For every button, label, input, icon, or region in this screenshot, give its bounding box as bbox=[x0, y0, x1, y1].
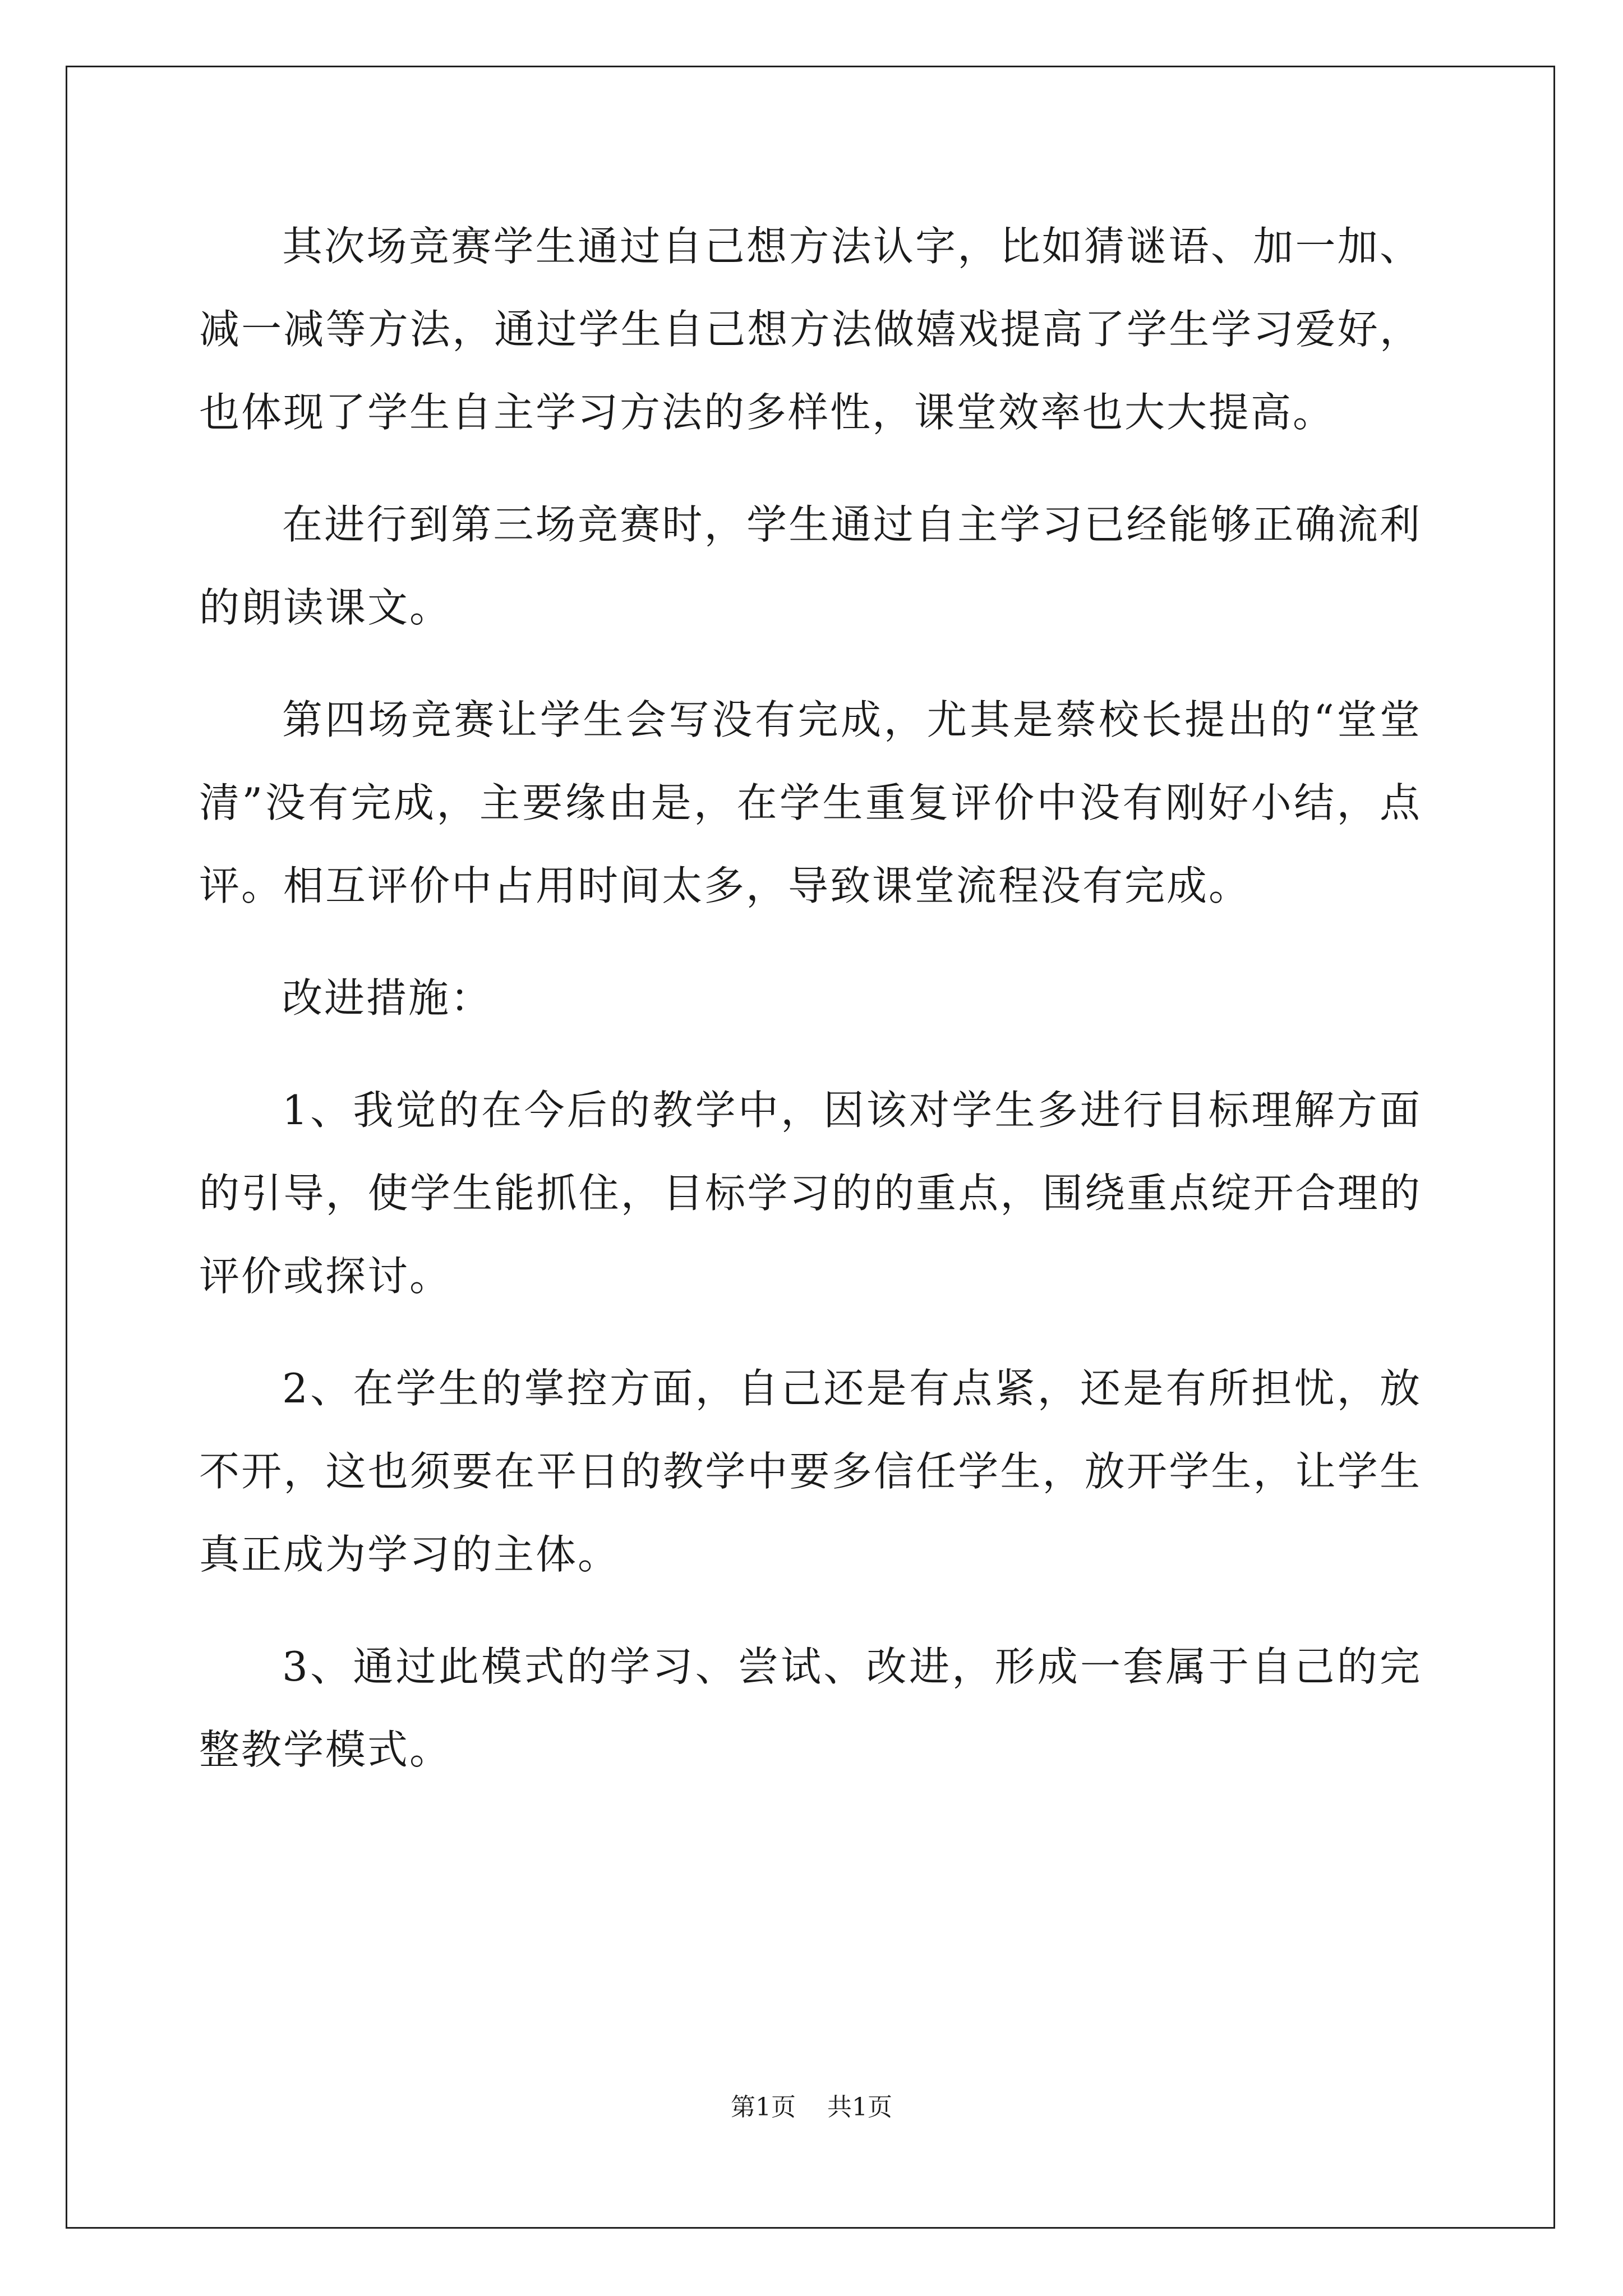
document-body bbox=[199, 205, 1422, 1820]
paragraph: 其次场竞赛学生通过自己想方法认字，比如猜谜语、加一加、减一减等方法，通过学生自己想方法做嬉戏提高了学生学习爱好，也体现了学生自主学习方法的多样性，课堂效率也大大提高。 bbox=[199, 223, 1422, 436]
paragraph: 1、我觉的在今后的教学中，因该对学生多进行目标理解方面的引导，使学生能抓住，目标学习的的重点，围绕重点绽开合理的评价或探讨。 bbox=[199, 1087, 1422, 1300]
paragraph: 改进措施： bbox=[282, 974, 493, 1022]
page-number: 第1页 bbox=[731, 2093, 796, 2122]
paragraph: 3、通过此模式的学习、尝试、改进，形成一套属于自己的完整教学模式。 bbox=[199, 1643, 1422, 1773]
paragraph: 2、在学生的掌控方面，自己还是有点紧，还是有所担忧，放不开，这也须要在平日的教学中要多信任学生，放开学生，让学生真正成为学习的主体。 bbox=[199, 1365, 1422, 1578]
page-total: 共1页 bbox=[827, 2093, 892, 2122]
paragraph: 在进行到第三场竞赛时，学生通过自主学习已经能够正确流利的朗读课文。 bbox=[199, 501, 1422, 631]
paragraph: 第四场竞赛让学生会写没有完成，尤其是蔡校长提出的“堂堂清”没有完成，主要缘由是，在学生重复评价中没有刚好小结，点评。相互评价中占用时间太多，导致课堂流程没有完成。 bbox=[199, 696, 1422, 909]
page-footer bbox=[0, 2087, 1623, 2123]
